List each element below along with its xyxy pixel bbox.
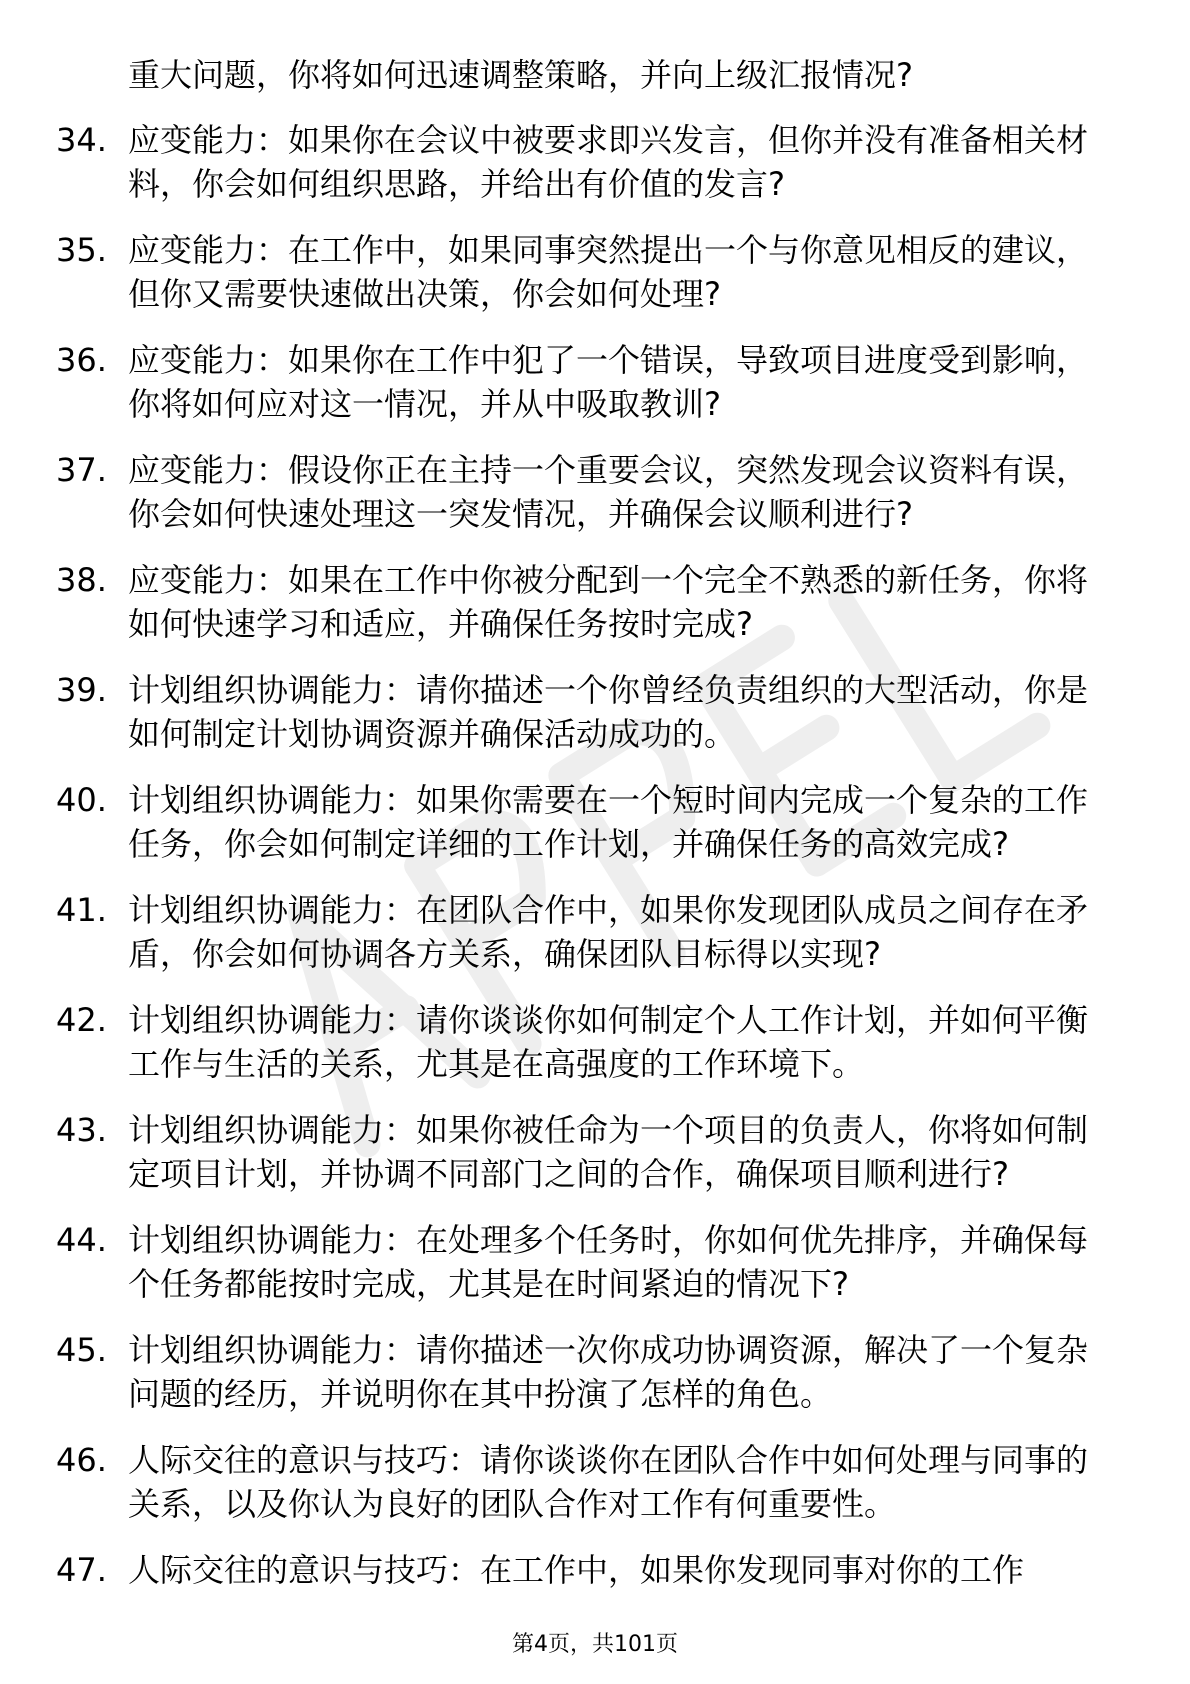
question-item [0,1438,1108,1526]
question-text: 人际交往的意识与技巧：在工作中，如果你发现同事对你的工作 [128,1551,1025,1589]
question-item [0,118,1108,206]
question-number: 35. [56,231,107,269]
question-text: 应变能力：假设你正在主持一个重要会议，突然发现会议资料有误，你会如何快速处理这一突发情况，并确保会议顺利进行? [128,451,1089,533]
question-text: 应变能力：如果在工作中你被分配到一个完全不熟悉的新任务，你将如何快速学习和适应，并确保任务按时完成? [128,561,1089,643]
question-text: 计划组织协调能力：请你谈谈你如何制定个人工作计划，并如何平衡工作与生活的关系，尤其是在高强度的工作环境下。 [128,1001,1089,1083]
question-number: 42. [56,1001,107,1039]
continued-question-text: 重大问题，你将如何迅速调整策略，并向上级汇报情况? [128,56,913,94]
question-item [0,228,1108,316]
question-text: 人际交往的意识与技巧：请你谈谈你在团队合作中如何处理与同事的关系，以及你认为良好的团队合作对工作有何重要性。 [128,1441,1089,1523]
question-number: 39. [56,671,107,709]
question-item [0,778,1108,866]
question-number: 41. [56,891,107,929]
question-number: 46. [56,1441,107,1479]
question-item [0,1108,1108,1196]
question-number: 34. [56,121,107,159]
question-number: 38. [56,561,107,599]
question-text: 计划组织协调能力：在团队合作中，如果你发现团队成员之间存在矛盾，你会如何协调各方关系，确保团队目标得以实现? [128,891,1089,973]
question-number: 45. [56,1331,107,1369]
question-item [0,448,1108,536]
question-item [0,998,1108,1086]
question-item [0,1548,1108,1592]
question-number: 47. [56,1551,107,1589]
question-text: 计划组织协调能力：如果你被任命为一个项目的负责人，你将如何制定项目计划，并协调不同部门之间的合作，确保项目顺利进行? [128,1111,1089,1193]
question-text: 计划组织协调能力：请你描述一个你曾经负责组织的大型活动，你是如何制定计划协调资源并确保活动成功的。 [128,671,1089,753]
question-number: 44. [56,1221,107,1259]
question-text: 应变能力：如果你在工作中犯了一个错误，导致项目进度受到影响，你将如何应对这一情况，并从中吸取教训? [128,341,1089,423]
question-number: 36. [56,341,107,379]
question-item [0,558,1108,646]
question-number: 43. [56,1111,107,1149]
question-item [0,668,1108,756]
page-number-footer: 第4页，共101页 [512,1632,678,1657]
question-text: 应变能力：在工作中，如果同事突然提出一个与你意见相反的建议，但你又需要快速做出决策，你会如何处理? [128,231,1089,313]
question-text: 应变能力：如果你在会议中被要求即兴发言，但你并没有准备相关材料，你会如何组织思路，并给出有价值的发言? [128,121,1089,203]
question-list [0,118,1190,1614]
question-item [0,888,1108,976]
question-number: 40. [56,781,107,819]
question-text: 计划组织协调能力：在处理多个任务时，你如何优先排序，并确保每个任务都能按时完成，尤其是在时间紧迫的情况下? [128,1221,1089,1303]
question-text: 计划组织协调能力：请你描述一次你成功协调资源，解决了一个复杂问题的经历，并说明你在其中扮演了怎样的角色。 [128,1331,1089,1413]
question-number: 37. [56,451,107,489]
question-item [0,338,1108,426]
question-item [0,1328,1108,1416]
question-text: 计划组织协调能力：如果你需要在一个短时间内完成一个复杂的工作任务，你会如何制定详细的工作计划，并确保任务的高效完成? [128,781,1089,863]
question-item [0,1218,1108,1306]
